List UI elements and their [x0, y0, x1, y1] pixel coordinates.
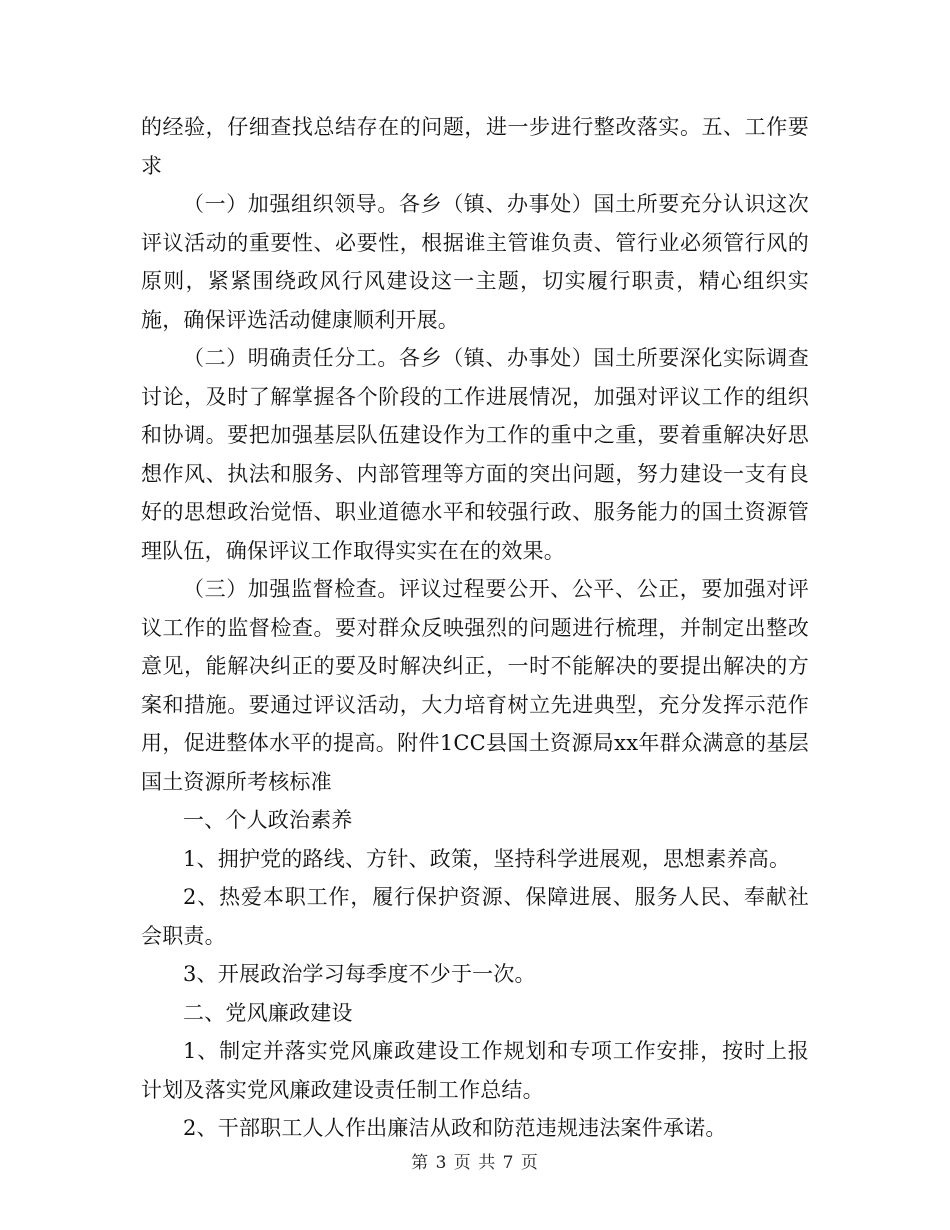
list-item: 2、热爱本职工作，履行保护资源、保障进展、服务人民、奉献社会职责。	[141, 885, 809, 948]
document-body	[141, 108, 809, 1148]
list-item: 2、干部职工人人作出廉洁从政和防范违规违法案件承诺。	[183, 1116, 727, 1140]
paragraph-4: （三）加强监督检查。评议过程要公开、公平、公正，要加强对评议工作的监督检查。要对群众反映强烈的问题进行梳理，并制定出整改意见，能解决纠正的要及时解决纠正，一时不能解决的要提出解决的方案和措施。要通过评议活动，大力培育树立先进典型，充分发挥示范作用，促进整体水平的提高。附件1CC县国土资源局xx年群众满意的基层国土资源所考核标准	[141, 577, 809, 794]
section-heading-political: 一、个人政治素养	[183, 808, 353, 832]
list-item: 1、制定并落实党风廉政建设工作规划和专项工作安排，按时上报计划及落实党风廉政建设责任制工作总结。	[141, 1039, 809, 1102]
list-item: 1、拥护党的路线、方针、政策，坚持科学进展观，思想素养高。	[183, 846, 791, 871]
list-item: 3、开展政治学习每季度不少于一次。	[183, 962, 536, 986]
paragraph-3: （二）明确责任分工。各乡（镇、办事处）国土所要深化实际调查讨论，及时了解掌握各个阶段的工作进展情况，加强对评议工作的组织和协调。要把加强基层队伍建设作为工作的重中之重，要着重解决好思想作风、执法和服务、内部管理等方面的突出问题，努力建设一支有良好的思想政治觉悟、职业道德水平和较强行政、服务能力的国土资源管理队伍，确保评议工作取得实实在在的效果。	[141, 346, 809, 563]
paragraph-2: （一）加强组织领导。各乡（镇、办事处）国土所要充分认识这次评议活动的重要性、必要性，根据谁主管谁负责、管行业必须管行风的原则，紧紧围绕政风行风建设这一主题，切实履行职责，精心组织实施，确保评选活动健康顺利开展。	[141, 192, 809, 332]
paragraph-1: 的经验，仔细查找总结存在的问题，进一步进行整改落实。五、工作要求	[141, 115, 809, 178]
page-number-footer: 第 3 页 共 7 页	[411, 1153, 539, 1173]
section-heading-integrity: 二、党风廉政建设	[183, 1000, 353, 1025]
